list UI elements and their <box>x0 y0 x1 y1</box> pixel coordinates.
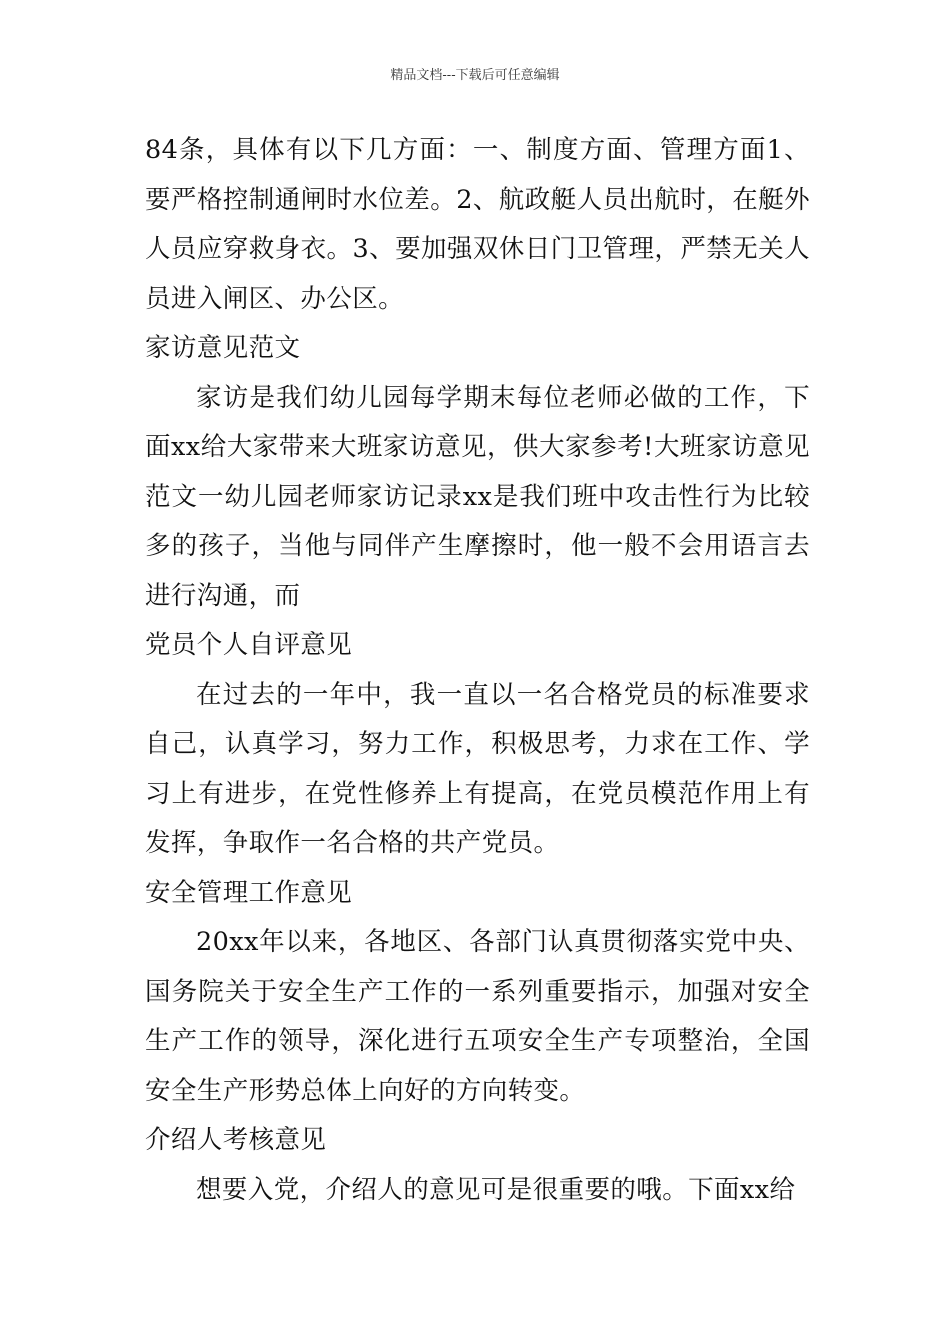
paragraph-home-visit: 家访是我们幼儿园每学期末每位老师必做的工作，下面xx给大家带来大班家访意见，供大家参考!大班家访意见范文一幼儿园老师家访记录xx是我们班中攻击性行为比较多的孩子，当他与同伴产生摩擦时，他一般不会用语言去进行沟通，而 <box>145 382 810 611</box>
paragraph-safety-management: 20xx年以来，各地区、各部门认真贯彻落实党中央、国务院关于安全生产工作的一系列重要指示，加强对安全生产工作的领导，深化进行五项安全生产专项整治，全国安全生产形势总体上向好的方向转变。 <box>145 927 810 1106</box>
paragraph-continuation: 84条，具体有以下几方面：一、制度方面、管理方面1、要严格控制通闸时水位差。2、航政艇人员出航时，在艇外人员应穿救身衣。3、要加强双休日门卫管理，严禁无关人员进入闸区、办公区。 <box>145 135 810 314</box>
section-title-party-self-review: 党员个人自评意见 <box>145 630 353 660</box>
paragraph-party-self-review: 在过去的一年中，我一直以一名合格党员的标准要求自己，认真学习，努力工作，积极思考，力求在工作、学习上有进步，在党性修养上有提高，在党员模范作用上有发挥，争取作一名合格的共产党员。 <box>145 679 810 858</box>
section-title-home-visit: 家访意见范文 <box>145 333 301 363</box>
paragraph-introducer-review: 想要入党，介绍人的意见可是很重要的哦。下面xx给 <box>196 1174 796 1205</box>
page-header: 精品文档---下载后可任意编辑 <box>390 68 560 83</box>
document-body <box>145 126 810 1215</box>
section-title-introducer-review: 介绍人考核意见 <box>145 1125 327 1155</box>
section-title-safety-management: 安全管理工作意见 <box>145 877 353 908</box>
